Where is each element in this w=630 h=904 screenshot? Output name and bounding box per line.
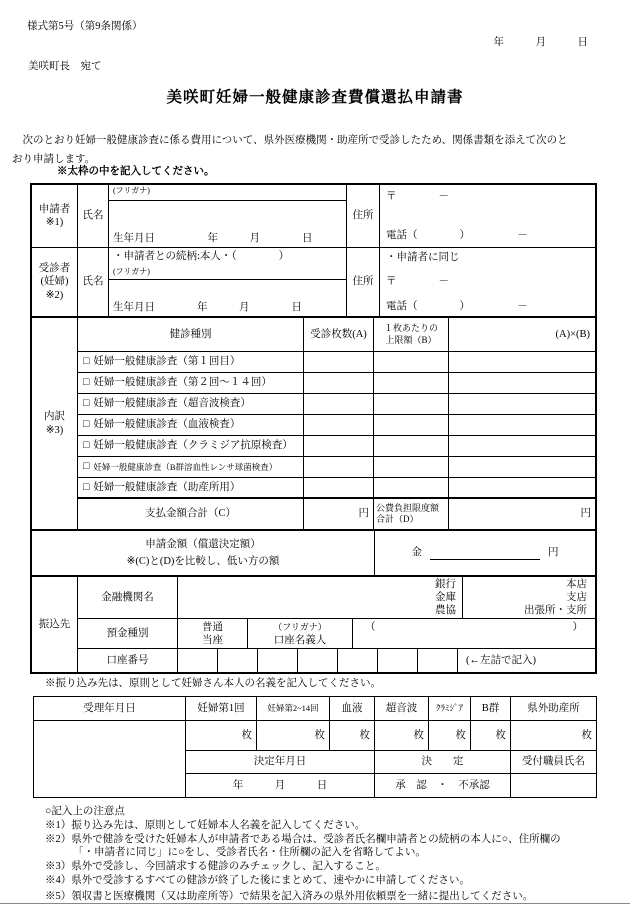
bank-name-row: [78, 577, 595, 619]
a-times-b-cell[interactable]: [449, 436, 595, 456]
count-a-cell[interactable]: [304, 478, 374, 497]
claim-amount-cell[interactable]: 金 円: [411, 547, 559, 559]
checkbox-icon[interactable]: □: [83, 440, 90, 452]
count-a-cell[interactable]: [304, 373, 374, 393]
count-a-cell[interactable]: [304, 415, 374, 435]
col-header-limit-b: １枚あたりの 上限額（B）: [374, 318, 449, 351]
breakdown-header-row: [78, 318, 595, 352]
applicant-name-label: 氏名: [78, 185, 109, 247]
total-d-amount-cell[interactable]: 円: [580, 508, 591, 520]
examinee-relation-line[interactable]: ・申請者との続柄:本人・（ ）: [113, 251, 290, 262]
col-header-chlamydia: ｸﾗﾐｼﾞｱ: [429, 697, 471, 720]
sheet-count-cell[interactable]: 枚: [330, 721, 375, 750]
sheet-count-row: [186, 721, 596, 751]
form-number: 様式第5号（第9条関係）: [27, 21, 143, 32]
limit-b-cell[interactable]: [374, 352, 449, 372]
claim-amount-label: 申請金額（償還決定額） ※(C)と(D)を比較し、低い方の額: [32, 531, 375, 575]
applicant-address-cell[interactable]: [380, 185, 595, 247]
col-header-ultrasound: 超音波: [375, 697, 429, 720]
item-label: 妊婦一般健康診査（クラミジア抗原検査）: [93, 440, 293, 452]
col-header-first-visit: 妊婦第1回: [186, 697, 257, 720]
count-a-cell[interactable]: [304, 394, 374, 414]
limit-b-cell[interactable]: [374, 478, 449, 497]
applicant-address-label: 住所: [347, 185, 380, 247]
branch-name-input-cell[interactable]: [463, 577, 595, 618]
examinee-address-cell[interactable]: [380, 248, 595, 316]
account-number-cell[interactable]: [418, 649, 458, 672]
bold-fill-note: ※太枠の中を記入してください。: [57, 166, 215, 177]
applicant-name-cell: [109, 185, 347, 247]
applicant-row-label: 申請者 ※1): [32, 185, 78, 247]
account-number-row: [78, 649, 595, 672]
a-times-b-cell[interactable]: [449, 415, 595, 435]
col-header-blood: 血液: [330, 697, 375, 720]
note-1: ※1）振り込み先は、原則として妊婦本人名義を記入してください。: [45, 819, 366, 831]
col-header-count-a: 受診枚数(A): [304, 318, 374, 351]
applicant-birthdate-line[interactable]: 生年月日 年 月 日: [113, 232, 313, 244]
sheet-count-cell[interactable]: 枚: [186, 721, 257, 750]
examinee-birthdate-line[interactable]: 生年月日 年 月 日: [113, 301, 302, 313]
totals-row: [78, 499, 595, 529]
limit-b-cell[interactable]: [374, 394, 449, 414]
col-header-visits-2-14: 妊婦第2~14回: [257, 697, 330, 720]
account-number-cell[interactable]: [338, 649, 378, 672]
sheet-count-cell[interactable]: 枚: [375, 721, 429, 750]
account-holder-label: （フリガナ） 口座名義人: [248, 619, 353, 648]
account-type-options[interactable]: 普通 当座: [178, 619, 248, 648]
notes-heading: ○記入上の注意点: [45, 806, 125, 817]
receipt-date-header: 受理年月日: [34, 697, 185, 721]
count-a-cell[interactable]: [304, 436, 374, 456]
account-number-cell[interactable]: [298, 649, 338, 672]
decision-date-label: 決定年月日: [186, 751, 375, 773]
a-times-b-cell[interactable]: [449, 478, 595, 497]
breakdown-item-row: [78, 373, 595, 394]
staff-name-cell[interactable]: [511, 774, 596, 797]
col-header-a-times-b: (A)×(B): [555, 328, 590, 340]
amount-fill-line[interactable]: [430, 547, 540, 560]
decision-options[interactable]: 承 認 ・ 不承認: [375, 774, 511, 797]
decision-date-cell[interactable]: 年 月 日: [186, 774, 375, 797]
a-times-b-cell[interactable]: [449, 457, 595, 477]
bank-type-options[interactable]: 銀行 金庫 農協: [435, 579, 456, 616]
page-title: 美咲町妊婦一般健康診査費償還払申請書: [166, 89, 464, 106]
addressee: 美咲町長 宛て: [28, 61, 102, 72]
examinee-postal-line[interactable]: 〒 －: [386, 276, 449, 288]
note-3: ※3）県外で受診し、今回請求する健診のみチェックし、記入すること。: [45, 861, 386, 873]
limit-b-cell[interactable]: [374, 415, 449, 435]
note-5: ※5）領収書と医療機関（又は助産所等）で結果を記入済みの県外用依頼票を一緒に提出してください。: [45, 890, 534, 902]
branch-type-options[interactable]: 本店 支店 出張所・支所: [524, 579, 587, 616]
applicant-name-input-area[interactable]: [109, 201, 346, 232]
account-holder-input-cell[interactable]: （ ）: [365, 622, 583, 633]
item-label: 妊婦一般健康診査（第１回目）: [93, 356, 241, 368]
checkbox-icon[interactable]: □: [83, 419, 90, 431]
applicant-postal-line[interactable]: 〒 －: [386, 191, 449, 202]
col-header-checkup-type: 健診種別: [78, 318, 304, 351]
checkbox-icon[interactable]: □: [83, 356, 90, 368]
sheet-count-cell[interactable]: 枚: [257, 721, 330, 750]
limit-b-cell[interactable]: [374, 457, 449, 477]
receipt-date-cell[interactable]: [34, 721, 185, 797]
col-header-out-pref-midwifery: 県外助産所: [527, 702, 580, 714]
decision-value-row: [186, 774, 596, 797]
applicant-furigana-label: (フリガナ): [109, 185, 346, 201]
breakdown-item-row: [78, 352, 595, 373]
account-number-label: 口座番号: [78, 649, 178, 672]
account-number-cell[interactable]: [258, 649, 298, 672]
limit-b-cell[interactable]: [374, 436, 449, 456]
limit-b-cell[interactable]: [374, 373, 449, 393]
a-times-b-cell[interactable]: [449, 373, 595, 393]
office-header-row: [186, 697, 596, 721]
examinee-row-label: 受診者 (妊婦) ※2): [32, 248, 78, 316]
intro-paragraph: [12, 131, 624, 169]
examinee-phone-line[interactable]: 電話（ ） －: [386, 300, 528, 312]
note-2-line2: 「・申請者に同じ」に○をし、受診者氏名・住所欄の記入を省略してよい。: [73, 847, 426, 859]
bank-name-input-cell[interactable]: [178, 577, 463, 618]
account-number-cell[interactable]: [218, 649, 258, 672]
item-label: 妊婦一般健康診査（血液検査）: [93, 419, 241, 431]
count-a-cell[interactable]: [304, 352, 374, 372]
breakdown-item-row: [78, 394, 595, 415]
examinee-name-cell: [109, 248, 347, 316]
breakdown-row-label: 内訳 ※3): [32, 318, 78, 529]
total-c-amount-cell[interactable]: 円: [304, 499, 374, 529]
transfer-row-label: 振込先: [32, 577, 78, 672]
breakdown-item-row: [78, 478, 595, 499]
same-as-applicant-option[interactable]: ・申請者に同じ: [386, 252, 460, 263]
staff-name-label: 受付職員氏名: [522, 756, 585, 768]
note-4: ※4）県外で受診するすべての健診が終了した後にまとめて、速やかに申請してください。: [45, 874, 470, 886]
examinee-row: [32, 248, 595, 318]
decision-header-row: [186, 751, 596, 774]
a-times-b-cell[interactable]: [449, 352, 595, 372]
count-a-cell[interactable]: [304, 457, 374, 477]
note-2-line1: ※2）県外で健診を受けた妊婦本人が申請者である場合は、受診者氏名欄申請者との続柄の本人に○、住所欄の: [45, 833, 561, 845]
claim-amount-band: [32, 531, 595, 577]
bank-name-label: 金融機関名: [78, 577, 178, 618]
intro-line-2: おり申請します。: [12, 154, 96, 165]
total-c-label: 支払金額合計（C）: [78, 499, 304, 529]
intro-line-1: 次のとおり妊婦一般健康診査に係る費用について、県外医療機関・助産所で受診したため、関係書類を添えて次のと: [12, 135, 568, 146]
breakdown-item-row: [78, 457, 595, 478]
application-table: [30, 183, 597, 674]
checkbox-icon[interactable]: □: [83, 481, 90, 493]
public-limit-d-label: 公費負担限度額 合計（D）: [374, 499, 449, 529]
sheet-count-cell[interactable]: 枚: [581, 729, 592, 741]
sheet-count-cell[interactable]: 枚: [471, 721, 511, 750]
account-type-row: [78, 619, 595, 649]
item-label: 妊婦一般健康診査（助産所用）: [93, 481, 241, 493]
transfer-band: [32, 577, 595, 672]
decision-label: 決 定: [375, 751, 511, 773]
col-header-group-b: B群: [471, 697, 511, 720]
examinee-address-label: 住所: [347, 248, 380, 316]
checkbox-icon[interactable]: □: [83, 461, 90, 473]
item-label: 妊婦一般健康診査（超音波検査）: [93, 398, 251, 410]
a-times-b-cell[interactable]: [449, 394, 595, 414]
account-number-cell[interactable]: [378, 649, 418, 672]
notes-section: [45, 805, 605, 904]
account-number-cell[interactable]: [178, 649, 218, 672]
checkbox-icon[interactable]: □: [83, 377, 90, 389]
examinee-name-input-area[interactable]: [109, 280, 346, 301]
applicant-phone-line[interactable]: 電話（ ） －: [386, 229, 528, 241]
transfer-note: ※振り込み先は、原則として妊婦さん本人の名義を記入してください。: [45, 678, 381, 689]
examinee-furigana-label: (フリガナ): [109, 266, 346, 280]
examinee-name-label: 氏名: [78, 248, 109, 316]
applicant-row: [32, 185, 595, 248]
sheet-count-cell[interactable]: 枚: [429, 721, 471, 750]
checkbox-icon[interactable]: □: [83, 398, 90, 410]
breakdown-band: [32, 318, 595, 531]
left-justify-note: (←左詰で記入): [466, 654, 536, 666]
account-type-label: 預金種別: [78, 619, 178, 648]
date-line: 年 月 日: [493, 37, 588, 48]
breakdown-item-row: [78, 415, 595, 436]
office-use-table: [33, 696, 597, 798]
item-label: 妊婦一般健康診査（B群溶血性レンサ球菌検査）: [93, 461, 278, 472]
breakdown-item-row: [78, 436, 595, 457]
item-label: 妊婦一般健康診査（第２回～１４回）: [93, 377, 272, 389]
